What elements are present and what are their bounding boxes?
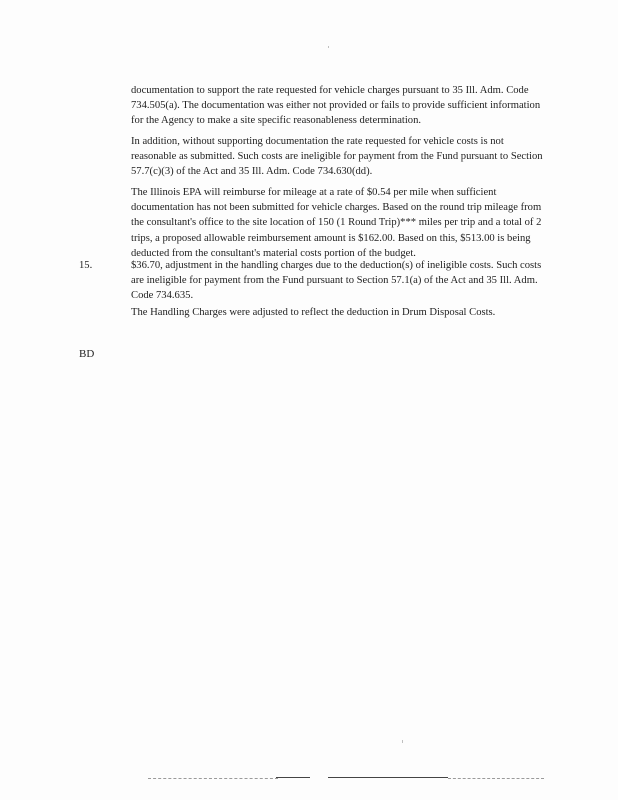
footer-line (328, 777, 448, 778)
paragraph-vehicle-costs: In addition, without supporting documentation the rate requested for vehicle costs is not reasonable as submitted. Such costs are ineligible for payment from the Fund pursuant to Section 57.7(c)(3) of the Act and 35 Ill. Adm. Code 734.630(dd). (131, 136, 543, 178)
footer-line (148, 778, 278, 780)
paragraph-vehicle-documentation: documentation to support the rate requested for vehicle charges pursuant to 35 Ill. Adm. Code 734.505(a). The documentation was either not provided or fails to provide sufficient information for the Agency to make a site specific reasonableness determination. (131, 85, 541, 127)
author-initials: BD (79, 348, 95, 360)
item-15-text: $36.70, adjustment in the handling charges due to the deduction(s) of ineligible costs. Such costs are ineligible for payment from the Fund pursuant to Section 57.1(a) of the Act and 35 Ill. Adm. Code 734.635. (131, 260, 542, 302)
handling-charges-note: The Handling Charges were adjusted to reflect the deduction in Drum Disposal Costs. (131, 307, 496, 318)
scan-speck (328, 46, 329, 48)
footer-line (276, 777, 310, 778)
scan-speck (402, 740, 403, 743)
paragraph-mileage-reimbursement: The Illinois EPA will reimburse for mileage at a rate of $0.54 per mile when sufficient documentation has not been submitted for vehicle charges. Based on the round trip mileage from the consultant's office to the site location of 150 (1 Round Trip)*** miles per trip and a total of 2 trips, a proposed allowable reimbursement amount is $162.00. Based on this, $513.00 is being deducted from the consultant's material costs portion of the budget. (131, 187, 542, 259)
item-number: 15. (79, 260, 93, 271)
footer-line (448, 778, 544, 780)
